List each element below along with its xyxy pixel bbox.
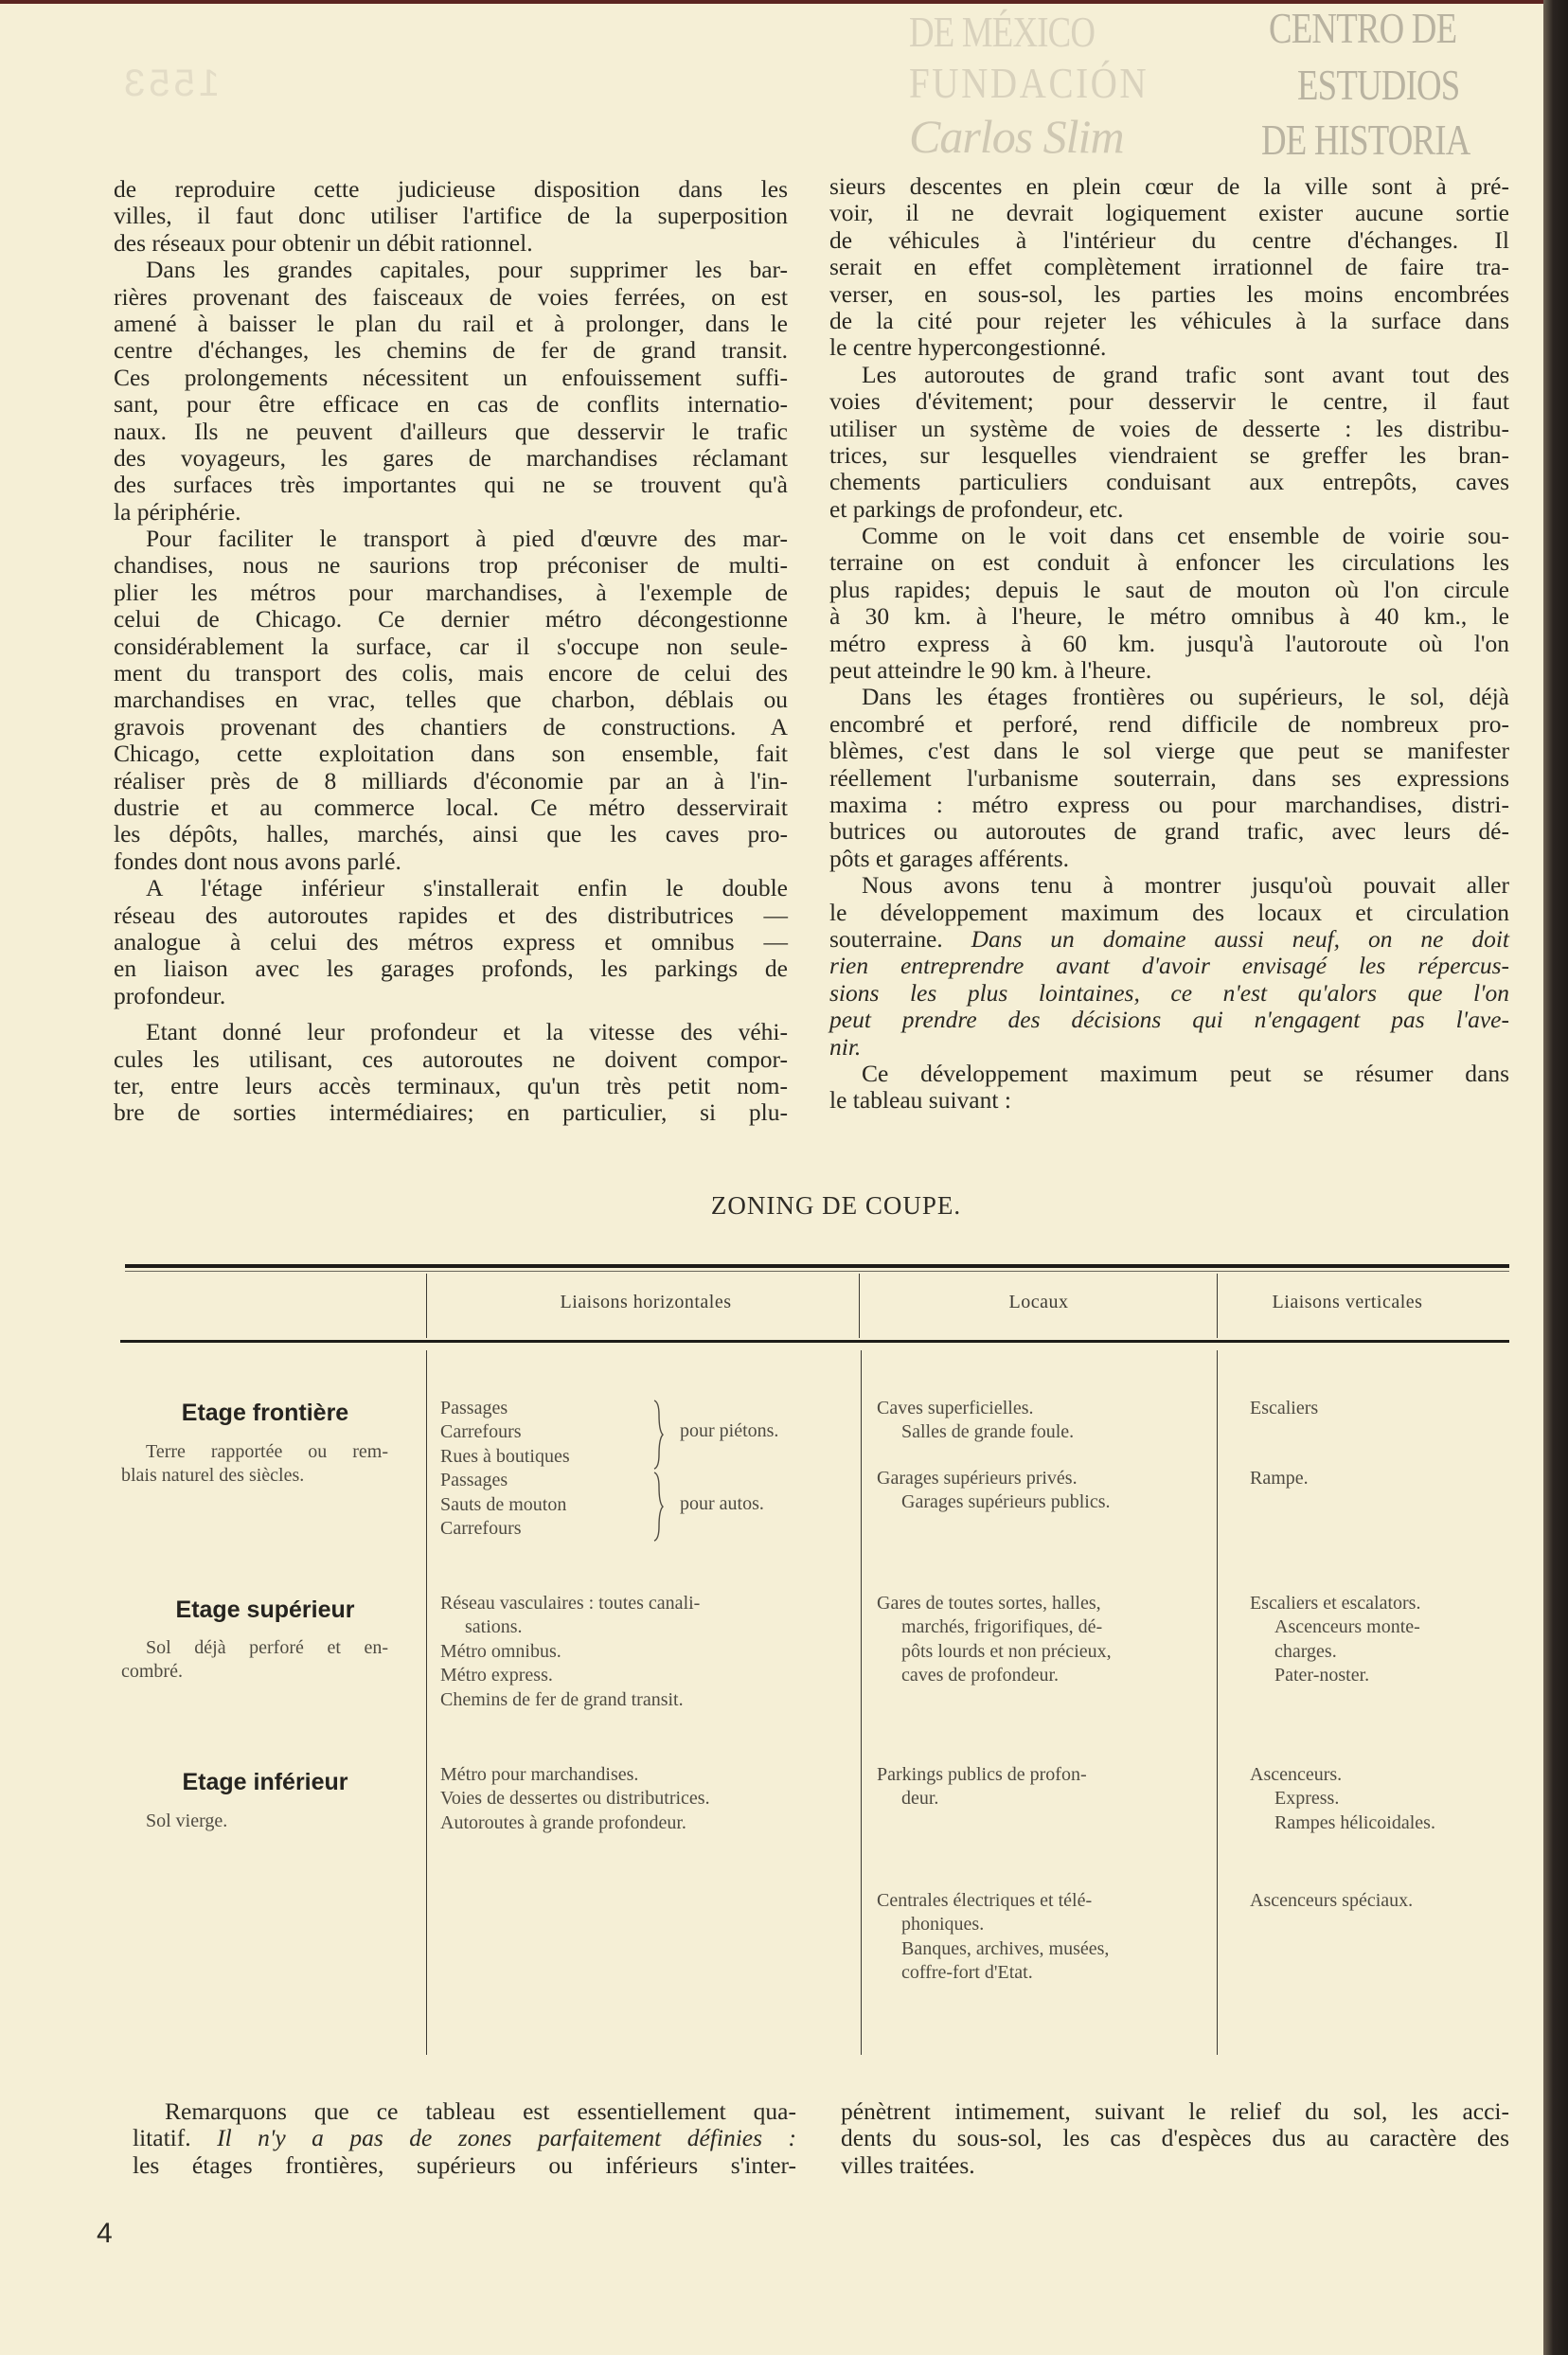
horizontal-entry [440,1592,857,1640]
page-number: 4 [97,2218,113,2249]
description-line: combré. [121,1661,183,1683]
locaux-entry [877,1889,1208,1986]
text-line: maxima : métro express ou pour marchandises, distri- [829,790,1509,818]
horizontal-entry [440,1787,857,1811]
text-line: des voyageurs, les gares de marchandises réclamant [114,443,788,472]
paragraph [114,875,788,1009]
text-line: Chicago, cette exploitation dans son ensemble, fait [114,740,788,768]
text-line: bre de sorties intermédiaires; en particulier, si plu- [114,1098,788,1127]
text-line: dents du sous-sol, les cas d'espèces dus au caractère des [841,2124,1509,2152]
horizontal-item: Passages [440,1470,508,1491]
text-line: les dépôts, halles, marchés, ainsi que les caves pro- [114,820,788,848]
italic-text: sions les plus lointaines, ce n'est qu'alors que l'on [829,978,1509,1007]
cell-line: Centrales électriques et télé- [877,1890,1093,1911]
level-title: Etage frontière [181,1400,349,1426]
text-line: ter, entre leurs accès terminaux, qu'un très petit nom- [114,1071,788,1099]
text-line: voies d'évitement; pour desservir le centre, il faut [829,387,1509,416]
level-description [121,1440,388,1489]
cell-line: Parkings publics de profon- [877,1764,1087,1785]
horizontal-item: Rues à boutiques [440,1445,570,1467]
text-line: verser, en sous-sol, les parties les moins encombrées [829,279,1509,308]
table-title: ZONING DE COUPE. [710,1191,962,1220]
brace-label: pour piétons. [680,1420,779,1442]
text-line: A l'étage inférieur s'installerait enfin le double [146,874,788,902]
text-line: Remarquons que ce tableau est essentiellement qua- [165,2097,796,2125]
text-line [829,980,1509,1007]
paragraph [841,2098,1509,2179]
cell-line: Ascenceurs spéciaux. [1250,1890,1414,1911]
text-column-right [829,173,1509,1115]
cell-line: caves de profondeur. [901,1665,1060,1686]
column-divider [1217,1350,1218,2055]
cell-line: Métro express. [440,1665,553,1686]
text-column-left [114,176,788,1127]
text-line [829,953,1509,979]
text-line: réellement l'urbanisme souterrain, dans ses expressions [829,763,1509,792]
description-line: blais naturel des siècles. [121,1465,305,1487]
verticales-entry [1250,1592,1506,1688]
cell-line: Chemins de fer de grand transit. [440,1688,684,1710]
horizontal-item: Sauts de mouton [440,1493,567,1515]
paragraph [829,173,1509,362]
cell-line: Pater-noster. [1274,1665,1370,1686]
text-line: à 30 km. à l'heure, le métro omnibus à 40 km., le [829,602,1509,631]
paragraph [829,523,1509,684]
cell-line: Garages supérieurs publics. [901,1491,1111,1513]
text-line: considérablement la surface, car il s'occupe non seule- [114,632,788,660]
verticales-entry [1250,1467,1506,1490]
text-line: Etant donné leur profondeur et la vitesse des véhi- [146,1018,788,1046]
text-line: Nous avons tenu à montrer jusqu'où pouvait aller [862,871,1509,900]
text-line: gravois provenant des chantiers de constructions. A [114,712,788,740]
text-line: trices, sur lesquelles viendraient se greffer les bran- [829,440,1509,469]
text-line: ment du transport des colis, mais encore de celui des [114,659,788,687]
paragraph [829,362,1509,523]
text-line: Ces prolongements nécessitent un enfouissement suffi- [114,363,788,391]
cell-line: Escaliers et escalators. [1250,1593,1421,1614]
text-line: amené à baisser le plan du rail et à prolonger, dans le [114,309,788,337]
cell-line: Garages supérieurs privés. [877,1468,1078,1489]
cell-line: charges. [1274,1640,1337,1662]
locaux-entry [877,1592,1208,1688]
cell-line: pôts lourds et non précieux, [901,1640,1112,1662]
cell-line: Réseau vasculaires : toutes canali- [440,1593,701,1614]
closing-paragraph-left [133,2098,796,2179]
text-line [829,1007,1509,1033]
text-line: le centre hypercongestionné. [829,333,1107,362]
cell-line: phoniques. [901,1914,985,1936]
description-line: Sol déjà perforé et en- [146,1637,388,1658]
italic-text: nir. [829,1032,862,1061]
brace-label: pour autos. [680,1492,764,1514]
cell-line: Salles de grande foule. [901,1421,1075,1443]
text-line: réaliser près de 8 milliards d'économie par an à l'in- [114,766,788,794]
header-liaisons-horizontales: Liaisons horizontales [560,1292,732,1312]
text-line [133,2125,796,2151]
horizontal-item: Passages [440,1398,508,1418]
text-line: métro express à 60 km. jusqu'à l'autoroute où l'on [829,629,1509,657]
text-line: voir, il ne devrait logiquement exister aucune sortie [829,199,1509,227]
paragraph [114,176,788,257]
verticales-entry [1250,1763,1506,1835]
text-line: des réseaux pour obtenir un débit rationnel. [114,228,533,257]
paragraph [829,872,1509,1061]
cell-line: Escaliers [1250,1398,1319,1418]
table-header-rule [120,1340,1509,1343]
text-line: de la cité pour rejeter les véhicules à la surface dans [829,306,1509,334]
roman-text: souterraine. [829,924,971,953]
horizontal-group [440,1397,570,1469]
text-line: profondeur. [114,981,226,1009]
stamp-number: 1553 [120,62,220,104]
cell-line: Voies de dessertes ou distributrices. [440,1788,710,1810]
text-line: marchandises en vrac, telles que charbon, déblais ou [114,686,788,714]
watermark-signature: Carlos Slim [909,110,1124,163]
cell-line: Métro pour marchandises. [440,1764,639,1785]
text-line: naux. Ils ne peuvent d'ailleurs que desservir le trafic [114,417,788,445]
roman-text: litatif. [133,2124,218,2152]
cell-line: Métro omnibus. [440,1640,561,1662]
text-line: centre d'échanges, les chemins de fer de grand transit. [114,336,788,365]
text-line: Dans les étages frontières ou supérieurs, le sol, déjà [862,683,1509,711]
text-line: Comme on le voit dans cet ensemble de voirie sou- [862,522,1509,550]
watermark-line: CENTRO DE [1269,4,1457,52]
text-line: serait en effet complètement irrationnel de faire tra- [829,253,1509,281]
text-line: de reproduire cette judicieuse disposition dans les [114,175,788,203]
text-line: Ce développement maximum peut se résumer dans [862,1059,1509,1087]
level-description [121,1810,388,1833]
text-line: Les autoroutes de grand trafic sont avant tout des [862,360,1509,388]
paragraph [829,684,1509,872]
text-line: en liaison avec les garages profonds, les parkings de [114,954,788,983]
table-top-rule [125,1264,1509,1268]
text-line: fondes dont nous avons parlé. [114,847,401,875]
cell-line: Ascenceurs monte- [1274,1616,1420,1638]
description-line: Sol vierge. [146,1811,228,1831]
horizontal-item: Carrefours [440,1518,522,1539]
text-line: la périphérie. [114,497,241,526]
header-liaisons-verticales: Liaisons verticales [1272,1292,1423,1312]
text-line: chements particuliers conduisant aux entrepôts, caves [829,468,1509,496]
cell-line: coffre-fort d'Etat. [901,1962,1033,1984]
brace-icon [651,1399,667,1471]
text-line: pénètrent intimement, suivant le relief du sol, les acci- [841,2097,1509,2125]
horizontal-entry [440,1640,857,1664]
brace-icon [651,1471,667,1543]
text-line: butrices ou autoroutes de grand trafic, avec leurs dé- [829,817,1509,846]
text-line [829,1034,1509,1061]
paragraph [829,1061,1509,1115]
text-line [829,926,1509,953]
text-line: cules les utilisant, ces autoroutes ne doivent compor- [114,1044,788,1073]
cell-line: Banques, archives, musées, [901,1937,1110,1959]
text-line: utiliser un système de voies de desserte : les distribu- [829,414,1509,442]
text-line: le développement maximum des locaux et circulation [829,898,1509,926]
watermark-line: ESTUDIOS [1297,61,1460,109]
text-line: encombré et perforé, rend difficile de nombreux pro- [829,709,1509,738]
text-line: villes, il faut donc utiliser l'artifice de la superposition [114,202,788,230]
text-line: peut atteindre le 90 km. à l'heure. [829,656,1152,685]
cell-line: Gares de toutes sortes, halles, [877,1593,1101,1614]
column-divider [861,1350,862,2055]
italic-text: rien entreprendre avant d'avoir envisagé les répercus- [829,952,1509,980]
cell-line: marchés, frigorifiques, dé- [901,1616,1103,1638]
text-line: rières provenant des faisceaux de voies ferrées, on est [114,282,788,311]
text-line: réseau des autoroutes rapides et des distributrices — [114,901,788,929]
italic-text: peut prendre des décisions qui n'engagent pas l'ave- [829,1006,1509,1034]
text-line: plier les métros pour marchandises, à l'exemple de [114,578,788,606]
watermark-line: DE HISTORIA [1261,116,1470,164]
locaux-entry [877,1467,1208,1515]
closing-paragraph-right [841,2098,1509,2179]
horizontal-entry [440,1688,857,1712]
text-line: Dans les grandes capitales, pour supprimer les bar- [146,256,788,284]
cell-line: Caves superficielles. [877,1398,1034,1418]
italic-text: Dans un domaine aussi neuf, on ne doit [971,924,1509,953]
text-line: de véhicules à l'intérieur du centre d'échanges. Il [829,225,1509,254]
text-line: plus rapides; depuis le saut de mouton où l'on circule [829,575,1509,603]
text-line: sant, pour être efficace en cas de conflits internatio- [114,390,788,419]
cell-line: Rampes hélicoidales. [1274,1811,1435,1833]
watermark-line: FUNDACIÓN [909,59,1149,107]
horizontal-item: Carrefours [440,1421,522,1443]
text-line: et parkings de profondeur, etc. [829,494,1124,523]
text-line: les étages frontières, supérieurs ou inférieurs s'inter- [133,2150,796,2179]
cell-line: Rampe. [1250,1468,1309,1489]
cell-line: sations. [465,1616,523,1638]
italic-text: Il n'y a pas de zones parfaitement définies : [217,2124,797,2152]
table-top-rule-thin [125,1271,1509,1272]
locaux-entry [877,1397,1208,1445]
text-line: Pour faciliter le transport à pied d'œuvre des mar- [146,525,788,553]
text-line: chandises, nous ne saurions trop préconiser de multi- [114,551,788,580]
text-line: villes traitées. [841,2150,975,2179]
text-line: le tableau suivant : [829,1086,1011,1115]
text-line: celui de Chicago. Ce dernier métro décongestionne [114,605,788,633]
text-line: blèmes, c'est dans le sol vierge que peut se manifester [829,737,1509,765]
level-title: Etage supérieur [175,1597,355,1623]
text-line: des surfaces très importantes qui ne se trouvent qu'à [114,471,788,499]
verticales-entry [1250,1889,1506,1913]
cell-line: Express. [1274,1788,1340,1810]
locaux-entry [877,1763,1208,1811]
text-line: sieurs descentes en plein cœur de la ville sont à pré- [829,172,1509,200]
text-line: analogue à celui des métros express et omnibus — [114,927,788,955]
paragraph [114,526,788,875]
cell-line: deur. [901,1788,939,1810]
header-locaux: Locaux [1008,1292,1069,1312]
scan-right-edge [1543,0,1568,2355]
text-line: terraine on est conduit à enfoncer les circulations les [829,548,1509,577]
level-title: Etage inférieur [182,1769,348,1795]
paragraph [133,2098,796,2179]
cell-line: Autoroutes à grande profondeur. [440,1811,686,1833]
description-line: Terre rapportée ou rem- [146,1441,388,1462]
paragraph [114,257,788,526]
horizontal-entry [440,1664,857,1687]
horizontal-group [440,1469,566,1541]
paragraph [114,1019,788,1127]
watermark-line: DE MÉXICO [909,8,1096,56]
verticales-entry [1250,1397,1506,1420]
text-line: dustrie et au commerce local. Ce métro desservirait [114,793,788,821]
level-description [121,1636,388,1685]
text-line: pôts et garages afférents. [829,844,1070,872]
cell-line: Ascenceurs. [1250,1764,1343,1785]
horizontal-entry [440,1811,857,1835]
horizontal-entry [440,1763,857,1787]
column-divider [426,1350,427,2055]
